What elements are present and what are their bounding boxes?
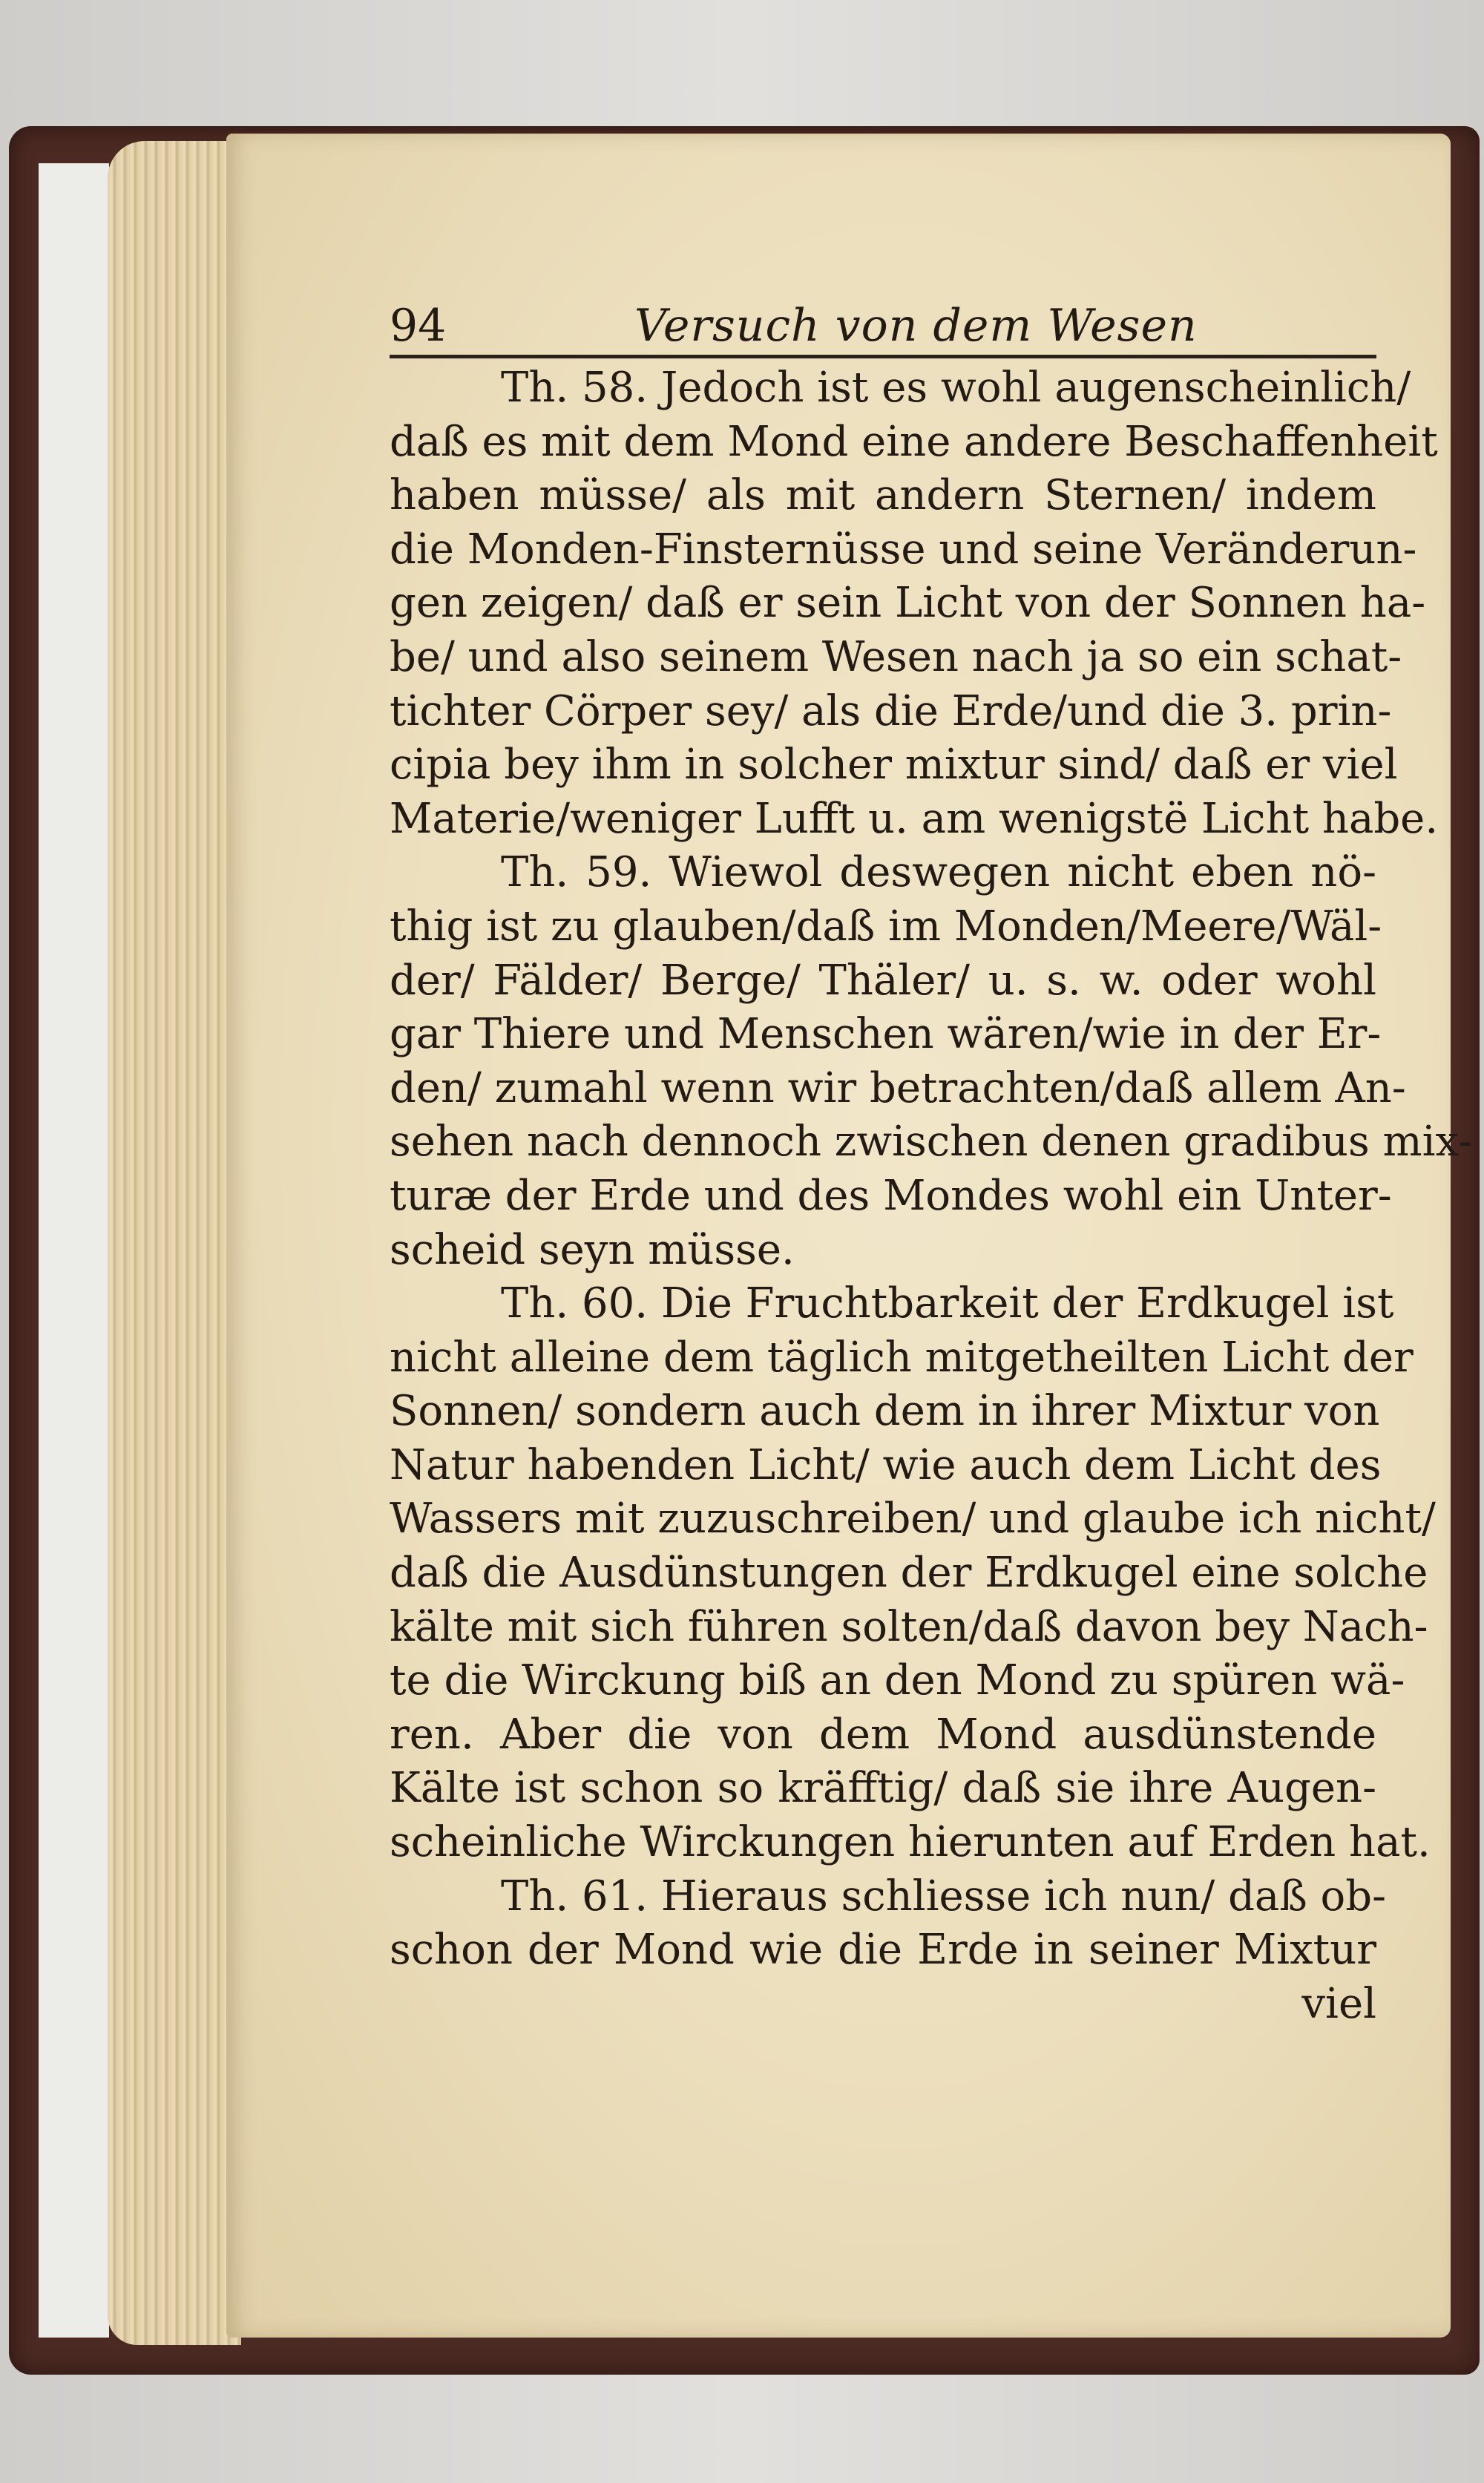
text-line: daß es mit dem Mond eine andere Beschaffenheit bbox=[390, 417, 1438, 466]
page-header bbox=[390, 297, 1376, 358]
text-line: Kälte ist schon so kräfftig/ daß sie ihre Augen- bbox=[390, 1764, 1376, 1813]
text-line: te die Wirckung biß an den Mond zu spüren wä- bbox=[390, 1656, 1405, 1705]
text-line: Sonnen/ sondern auch dem in ihrer Mixtur von bbox=[390, 1387, 1380, 1436]
text-line: nicht alleine dem täglich mitgetheilten Licht der bbox=[390, 1333, 1414, 1382]
page-edges bbox=[108, 141, 241, 2345]
text-line: der/ Fälder/ Berge/ Thäler/ u. s. w. oder wohl bbox=[390, 956, 1376, 1005]
page-number: 94 bbox=[390, 300, 447, 352]
text-line: die Monden-Finsternüsse und seine Veränderun- bbox=[390, 525, 1417, 574]
catchword: viel bbox=[1301, 1979, 1376, 2028]
text-line: thig ist zu glauben/daß im Monden/Meere/Wäl- bbox=[390, 902, 1382, 951]
text-line: scheid seyn müsse. bbox=[390, 1225, 795, 1274]
text-line: ren. Aber die von dem Mond ausdünstende bbox=[390, 1710, 1376, 1759]
text-line: daß die Ausdünstungen der Erdkugel eine solche bbox=[390, 1549, 1428, 1598]
text-line: Th. 60. Die Fruchtbarkeit der Erdkugel ist bbox=[501, 1279, 1394, 1328]
text-line: gar Thiere und Menschen wären/wie in der Er- bbox=[390, 1010, 1382, 1059]
endpaper bbox=[39, 163, 109, 2338]
text-line: den/ zumahl wenn wir betrachten/daß allem An- bbox=[390, 1063, 1406, 1112]
running-title: Versuch von dem Wesen bbox=[634, 300, 1198, 352]
text-line: tichter Cörper sey/ als die Erde/und die 3. prin- bbox=[390, 686, 1392, 735]
text-line: be/ und also seinem Wesen nach ja so ein schat- bbox=[390, 632, 1402, 681]
text-line: turæ der Erde und des Mondes wohl ein Unter- bbox=[390, 1171, 1392, 1220]
text-line: Natur habenden Licht/ wie auch dem Licht des bbox=[390, 1440, 1382, 1489]
text-line: Wassers mit zuzuschreiben/ und glaube ich nicht/ bbox=[390, 1495, 1436, 1544]
text-line: cipia bey ihm in solcher mixtur sind/ daß er viel bbox=[390, 741, 1398, 790]
text-line: Th. 59. Wiewol deswegen nicht eben nö- bbox=[501, 848, 1376, 897]
text-line: kälte mit sich führen solten/daß davon bey Nach- bbox=[390, 1602, 1428, 1651]
text-line: Th. 61. Hieraus schliesse ich nun/ daß ob- bbox=[501, 1872, 1387, 1921]
text-line: gen zeigen/ daß er sein Licht von der Sonnen ha- bbox=[390, 579, 1426, 628]
text-line: Th. 58. Jedoch ist es wohl augenscheinlich/ bbox=[501, 364, 1411, 412]
text-line: scheinliche Wirckungen hierunten auf Erden hat. bbox=[390, 1818, 1431, 1867]
text-line: sehen nach dennoch zwischen denen gradibus mix- bbox=[390, 1118, 1473, 1167]
text-line: haben müsse/ als mit andern Sternen/ indem bbox=[390, 471, 1376, 520]
page-text bbox=[390, 297, 1473, 2031]
text-line: Materie/weniger Lufft u. am wenigstë Licht habe. bbox=[390, 794, 1439, 843]
text-line: schon der Mond wie die Erde in seiner Mixtur bbox=[390, 1926, 1376, 1975]
